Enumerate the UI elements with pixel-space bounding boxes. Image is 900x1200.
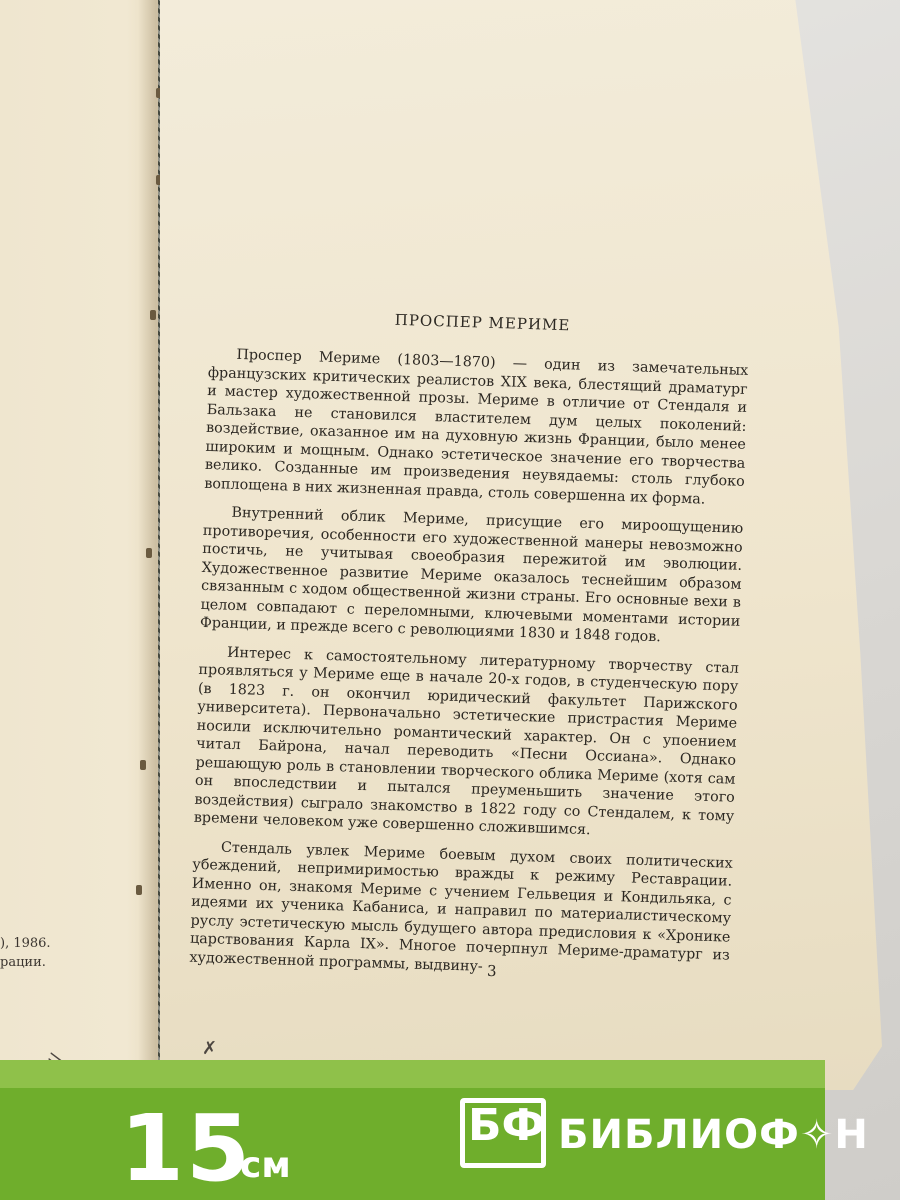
previous-page-line-1: ), 1986. xyxy=(0,936,51,951)
page-number: 3 xyxy=(486,961,497,981)
previous-page-line-2: рации. xyxy=(0,955,46,970)
paragraph-4: Стендаль увлек Мериме боевым духом своих политических убеждений, непримиримостью вражды к режиму Реставрации. Именно он, знакомя Мериме с учением Гельвеция и Кондильяка, с идеями их ученика Кабаниса, и направил по материалистическому руслу эстетическую мысль будущего автора предисловия к «Хронике царствования Карла IX». Многое почерпнул Мериме-драматург из художественной программы, выдвину- xyxy=(189,839,733,975)
logo-text: БИБЛИОФ✧Н xyxy=(558,1112,869,1158)
paragraph-1: Проспер Мериме (1803—1870) — один из замечательных французских критических реалистов XIX века, блестящий драматург и мастер художественной прозы. Мериме в отличие от Стендаля и Бальзака не становился властителем дум целых поколений: воздействие, оказанное им на духовную жизнь Франции, было менее широким и мощным. Однако эстетическое значение его творчества велико. Созданные им произведения неувядаемы: столь глубоко воплощена в них жизненная правда, столь совершенна их форма. xyxy=(204,346,749,508)
binding-stitch xyxy=(140,760,146,770)
logo-monogram: БФ xyxy=(468,1100,546,1151)
binding-stitch xyxy=(136,885,142,895)
chapter-title: ПРОСПЕР МЕРИМЕ xyxy=(394,310,571,335)
size-value: 15 xyxy=(120,1095,253,1200)
page-text xyxy=(189,305,750,994)
binding-stitch xyxy=(150,310,156,320)
size-unit: см xyxy=(240,1145,291,1186)
paragraph-2: Внутренний облик Мериме, присущие его мироощущению противоречия, особенности его художественной манеры невозможно постичь, не учитывая своеобразия пережитой им эволюции. Художественное развитие Мериме оказалось теснейшим образом связанным с ходом общественной жизни страны. Его основные вехи в целом совпадают с переломными, ключевыми моментами истории Франции, и прежде всего с революциями 1830 и 1848 годов. xyxy=(199,504,744,646)
binding-stitch xyxy=(146,548,152,558)
paragraph-3: Интерес к самостоятельному литературному творчеству стал проявляться у Мериме еще в начале 20-х годов, в студенческую пору (в 1823 г. он окончил юридический факультет Парижского университета). Первоначально эстетические пристрастия Мериме носили исключительно романтический характер. Он с упоением читал Байрона, начал переводить «Песни Оссиана». Однако решающую роль в становлении творческого облика Мериме (хотя сам он впоследствии и пытался преуменьшить значение этого воздействия) сыграло знакомство в 1822 году со Стендалем, к тому времени человеком уже совершенно сложившимся. xyxy=(193,644,740,839)
measuring-strip-edge xyxy=(0,1060,825,1088)
pencil-mark-icon: ✗ xyxy=(202,1038,218,1059)
previous-page xyxy=(0,0,158,1095)
